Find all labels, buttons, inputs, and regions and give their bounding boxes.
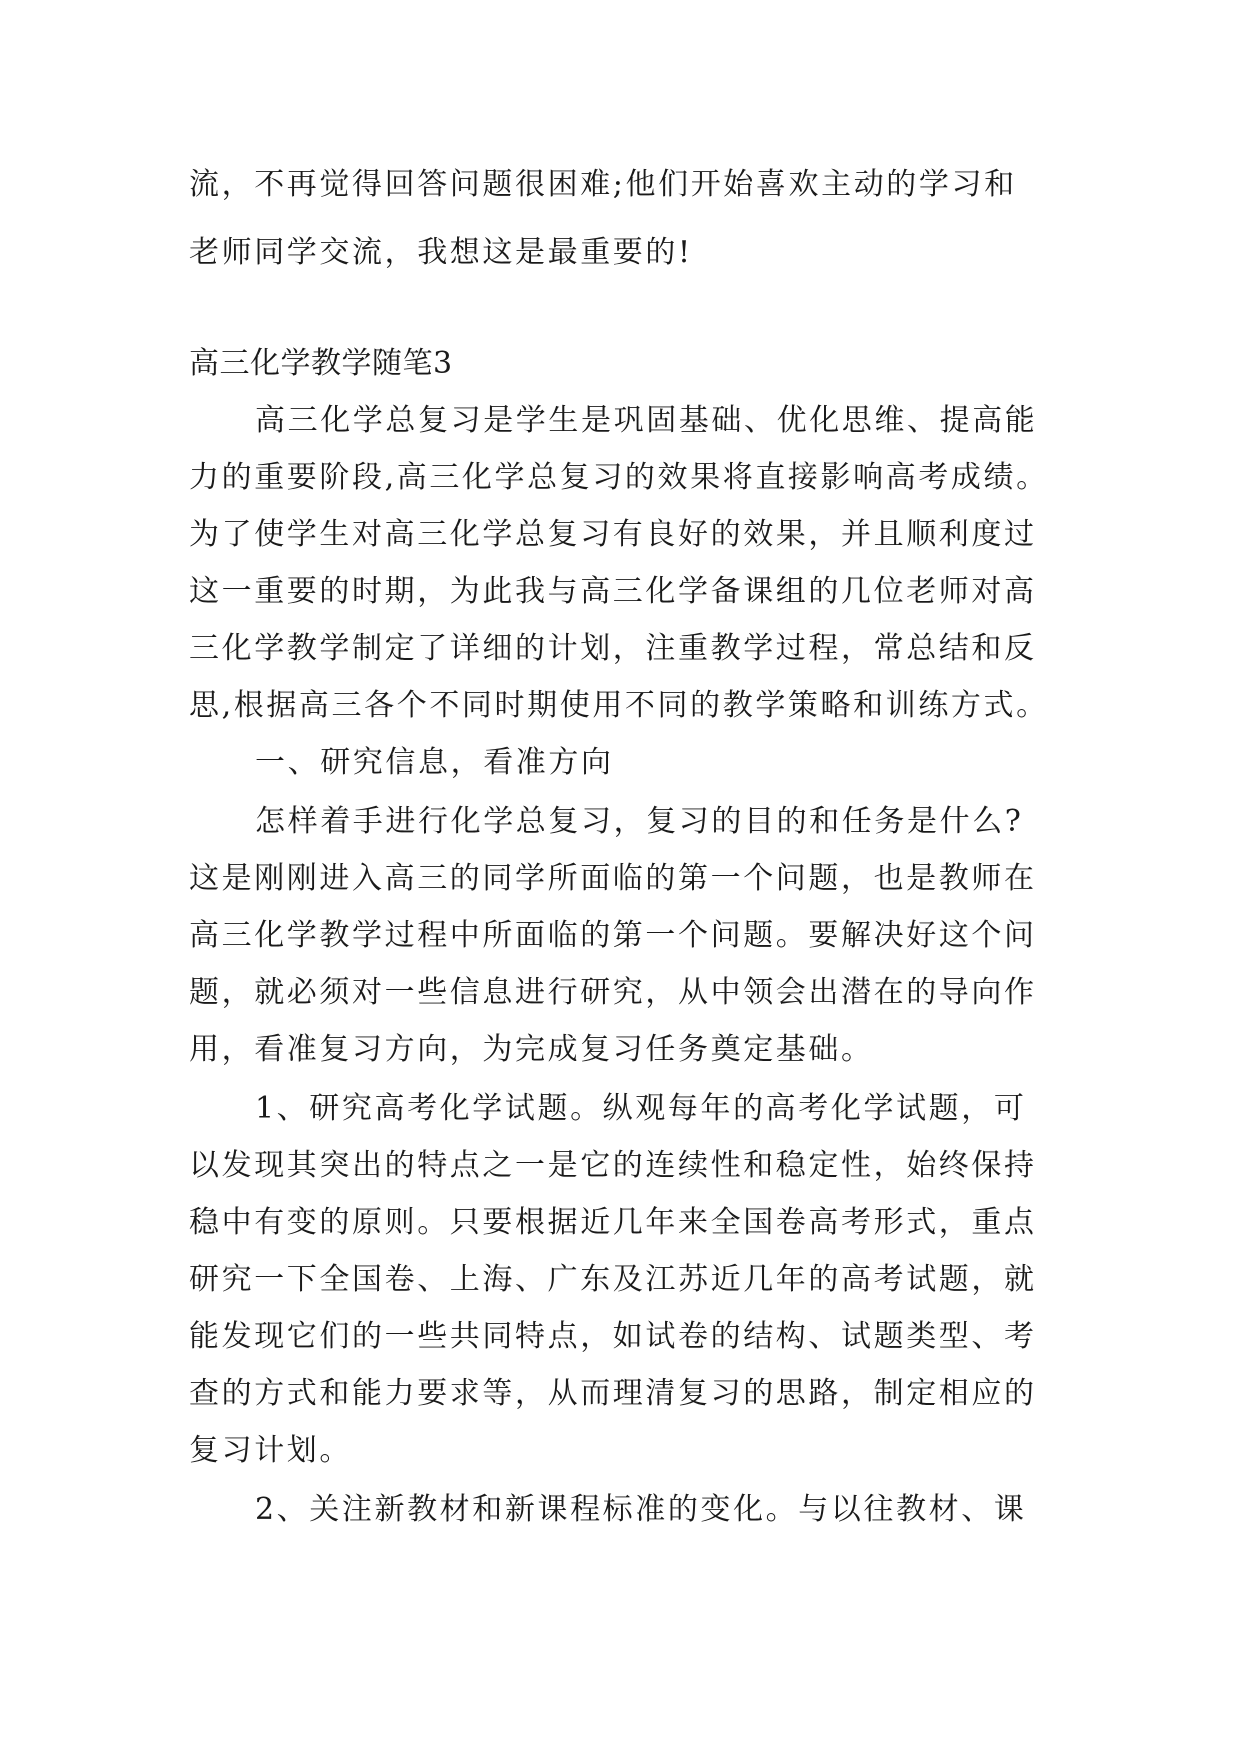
text-line: 用，看准复习方向，为完成复习任务奠定基础。 [189,1032,874,1067]
text-line: 研究一下全国卷、上海、广东及江苏近几年的高考试题，就 [189,1262,1037,1297]
text-line: 思,根据高三各个不同时期使用不同的教学策略和训练方式。 [189,688,1049,723]
text-line: 流，不再觉得回答问题很困难;他们开始喜欢主动的学习和 [189,167,1017,202]
text-line: 以发现其突出的特点之一是它的连续性和稳定性，始终保持 [189,1148,1037,1183]
text-line: 能发现它们的一些共同特点，如试卷的结构、试题类型、考 [189,1319,1037,1354]
text-line: 查的方式和能力要求等，从而理清复习的思路，制定相应的 [189,1376,1037,1411]
text-line: 高三化学总复习是学生是巩固基础、优化思维、提高能 [255,403,1038,438]
text-line: 三化学教学制定了详细的计划，注重教学过程，常总结和反 [189,631,1037,666]
text-line: 怎样着手进行化学总复习，复习的目的和任务是什么? [255,804,1024,839]
text-line: 稳中有变的原则。只要根据近几年来全国卷高考形式，重点 [189,1205,1037,1240]
text-line: 为了使学生对高三化学总复习有良好的效果，并且顺利度过 [189,517,1037,552]
text-line: 高三化学教学过程中所面临的第一个问题。要解决好这个问 [189,918,1037,953]
text-line: 复习计划。 [189,1433,352,1468]
section-heading: 高三化学教学随笔3 [189,346,453,381]
text-line: 这是刚刚进入高三的同学所面临的第一个问题，也是教师在 [189,861,1037,896]
text-line: 这一重要的时期，为此我与高三化学备课组的几位老师对高 [189,574,1037,609]
subsection-heading: 一、研究信息，看准方向 [255,745,614,780]
text-line: 1、研究高考化学试题。纵观每年的高考化学试题，可 [255,1091,1027,1126]
text-line: 力的重要阶段,高三化学总复习的效果将直接影响高考成绩。 [189,460,1049,495]
text-line: 题，就必须对一些信息进行研究，从中领会出潜在的导向作 [189,975,1037,1010]
text-line: 老师同学交流，我想这是最重要的! [189,235,693,270]
text-line: 2、关注新教材和新课程标准的变化。与以往教材、课 [255,1492,1027,1527]
